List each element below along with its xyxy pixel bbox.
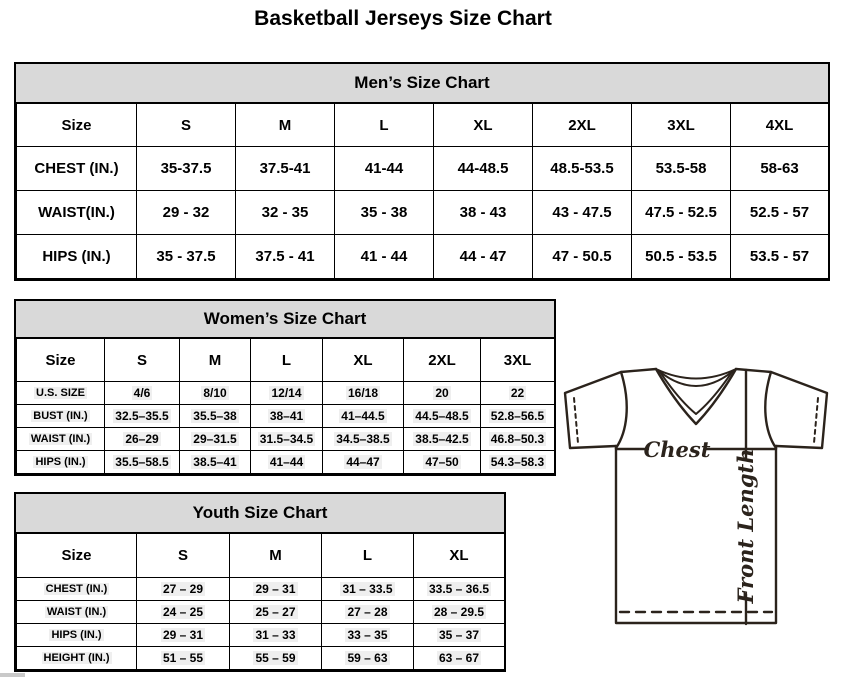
womens-cell <box>404 405 481 428</box>
womens-column-header: M <box>180 339 251 382</box>
youth-cell <box>322 601 414 624</box>
mens-data-row <box>17 147 829 191</box>
youth-row-label-text: CHEST (IN.) <box>45 583 108 595</box>
womens-cell <box>251 428 323 451</box>
youth-grid <box>16 533 505 670</box>
womens-data-row <box>17 382 555 405</box>
womens-cell <box>251 451 323 474</box>
youth-row-label-text: WAIST (IN.) <box>46 606 107 618</box>
womens-cell <box>251 405 323 428</box>
jersey-armhole-right <box>765 372 776 448</box>
womens-size-chart-table <box>14 299 556 476</box>
youth-cell <box>137 647 230 670</box>
womens-row-label <box>17 428 105 451</box>
womens-column-header: S <box>105 339 180 382</box>
womens-cell <box>105 451 180 474</box>
jersey-right-sleeve <box>736 369 827 448</box>
mens-cell-value: 41-44 <box>364 160 404 177</box>
womens-column-header: L <box>251 339 323 382</box>
front-length-label: Front Length <box>733 448 758 604</box>
youth-column-header: S <box>137 534 230 578</box>
youth-cell-value: 27 – 29 <box>162 582 204 596</box>
mens-cell-value: 52.5 - 57 <box>749 204 810 221</box>
mens-row-label <box>17 191 137 235</box>
mens-cell-value: 50.5 - 53.5 <box>645 248 717 265</box>
mens-cell <box>434 147 533 191</box>
youth-cell <box>414 647 505 670</box>
jersey-cuff-dash-right <box>814 398 818 443</box>
youth-data-row <box>17 647 505 670</box>
mens-cell <box>236 191 335 235</box>
womens-row-label <box>17 405 105 428</box>
womens-row-label-text: HIPS (IN.) <box>35 456 86 468</box>
mens-data-row <box>17 235 829 279</box>
youth-row-label <box>17 624 137 647</box>
mens-cell-value: 35 - 37.5 <box>156 248 216 265</box>
mens-cell <box>137 191 236 235</box>
youth-data-row <box>17 601 505 624</box>
youth-table-title: Youth Size Chart <box>16 494 504 533</box>
womens-cell-value: 41–44 <box>269 455 304 469</box>
womens-cell <box>481 405 555 428</box>
womens-cell-value: 46.8–50.3 <box>490 432 545 446</box>
mens-cell <box>632 147 731 191</box>
mens-cell <box>434 191 533 235</box>
mens-header-row <box>17 104 829 147</box>
youth-cell <box>322 578 414 601</box>
jersey-armhole-left <box>616 372 627 448</box>
mens-cell-value: 47.5 - 52.5 <box>645 204 717 221</box>
jersey-measurement-diagram <box>553 360 843 665</box>
mens-cell-value: 58-63 <box>760 160 799 177</box>
womens-cell-value: 52.8–56.5 <box>490 409 545 423</box>
mens-column-header: XL <box>434 104 533 147</box>
mens-cell-value: 53.5-58 <box>655 160 707 177</box>
womens-cell <box>481 382 555 405</box>
youth-cell-value: 24 – 25 <box>162 605 204 619</box>
mens-cell <box>632 235 731 279</box>
mens-cell-value: 37.5-41 <box>259 160 311 177</box>
womens-cell-value: 38.5–41 <box>193 455 237 469</box>
youth-column-header: XL <box>414 534 505 578</box>
womens-cell <box>323 382 404 405</box>
youth-data-row <box>17 624 505 647</box>
youth-cell <box>137 578 230 601</box>
womens-cell <box>105 428 180 451</box>
womens-cell-value: 44–47 <box>346 455 380 469</box>
womens-cell <box>481 428 555 451</box>
mens-cell <box>632 191 731 235</box>
womens-header-row <box>17 339 555 382</box>
youth-cell <box>230 578 322 601</box>
womens-cell <box>180 405 251 428</box>
youth-cell <box>230 624 322 647</box>
mens-cell <box>434 235 533 279</box>
mens-data-row <box>17 191 829 235</box>
womens-cell-value: 47–50 <box>425 455 459 469</box>
womens-column-header: 2XL <box>404 339 481 382</box>
womens-cell <box>105 382 180 405</box>
jersey-cuff-dash-left <box>574 398 578 443</box>
womens-cell <box>105 405 180 428</box>
mens-cell-value: 44-48.5 <box>457 160 509 177</box>
mens-cell <box>533 147 632 191</box>
mens-cell <box>533 235 632 279</box>
mens-cell <box>533 191 632 235</box>
womens-column-header: XL <box>323 339 404 382</box>
mens-column-header: 2XL <box>533 104 632 147</box>
youth-cell-value: 31 – 33.5 <box>342 582 393 596</box>
womens-cell-value: 34.5–38.5 <box>336 432 390 446</box>
womens-cell <box>180 451 251 474</box>
womens-row-label <box>17 382 105 405</box>
mens-row-label-text: WAIST(IN.) <box>38 204 115 221</box>
mens-column-header: 4XL <box>731 104 829 147</box>
womens-cell <box>180 382 251 405</box>
youth-row-label-text: HEIGHT (IN.) <box>43 652 110 664</box>
womens-table-title: Women’s Size Chart <box>16 301 554 338</box>
mens-cell <box>731 235 829 279</box>
mens-cell-value: 35-37.5 <box>160 160 212 177</box>
womens-cell <box>251 382 323 405</box>
mens-row-label <box>17 147 137 191</box>
youth-size-chart-table <box>14 492 506 672</box>
womens-cell-value: 32.5–35.5 <box>115 409 169 423</box>
womens-cell <box>323 405 404 428</box>
womens-row-label-text: U.S. SIZE <box>36 387 85 399</box>
youth-cell <box>322 624 414 647</box>
mens-column-header: S <box>137 104 236 147</box>
page-title: Basketball Jerseys Size Chart <box>254 7 552 30</box>
womens-row-label <box>17 451 105 474</box>
womens-row-label-text: WAIST (IN.) <box>30 433 91 445</box>
womens-data-row <box>17 405 555 428</box>
mens-row-label-text: HIPS (IN.) <box>42 248 111 265</box>
womens-cell-value: 38–41 <box>269 409 304 423</box>
womens-cell-value: 4/6 <box>133 386 151 400</box>
mens-grid <box>16 103 829 279</box>
womens-cell-value: 20 <box>435 386 449 400</box>
youth-cell-value: 29 – 31 <box>255 582 296 596</box>
womens-cell <box>323 428 404 451</box>
youth-cell-value: 25 – 27 <box>255 605 296 619</box>
mens-cell <box>236 235 335 279</box>
youth-column-header: L <box>322 534 414 578</box>
youth-cell-value: 59 – 63 <box>347 651 388 665</box>
youth-cell-value: 55 – 59 <box>255 651 296 665</box>
mens-cell <box>731 147 829 191</box>
youth-cell <box>414 578 505 601</box>
mens-column-header: Size <box>17 104 137 147</box>
mens-cell-value: 41 - 44 <box>360 248 408 265</box>
youth-cell-value: 51 – 55 <box>162 651 204 665</box>
womens-cell-value: 8/10 <box>203 386 227 400</box>
womens-cell-value: 41–44.5 <box>341 409 385 423</box>
mens-cell-value: 35 - 38 <box>360 204 408 221</box>
womens-data-row <box>17 428 555 451</box>
womens-cell-value: 35.5–58.5 <box>115 455 169 469</box>
youth-data-row <box>17 578 505 601</box>
mens-cell-value: 29 - 32 <box>162 204 210 221</box>
youth-cell-value: 35 – 37 <box>438 628 480 642</box>
mens-column-header: 3XL <box>632 104 731 147</box>
youth-cell-value: 29 – 31 <box>162 628 204 642</box>
mens-cell <box>335 191 434 235</box>
mens-cell-value: 32 - 35 <box>261 204 309 221</box>
womens-row-label-text: BUST (IN.) <box>33 410 88 422</box>
mens-row-label <box>17 235 137 279</box>
youth-cell-value: 27 – 28 <box>347 605 388 619</box>
womens-cell-value: 44.5–48.5 <box>415 409 469 423</box>
youth-cell-value: 31 – 33 <box>255 628 296 642</box>
youth-column-header: M <box>230 534 322 578</box>
mens-cell-value: 48.5-53.5 <box>550 160 614 177</box>
cutoff-table-fragment <box>0 673 25 677</box>
youth-cell <box>414 624 505 647</box>
womens-cell <box>404 451 481 474</box>
youth-cell <box>137 624 230 647</box>
womens-cell <box>323 451 404 474</box>
youth-row-label <box>17 578 137 601</box>
youth-cell <box>414 601 505 624</box>
womens-grid <box>16 338 555 474</box>
mens-row-label-text: CHEST (IN.) <box>34 160 119 177</box>
womens-cell-value: 38.5–42.5 <box>415 432 469 446</box>
youth-row-label-text: HIPS (IN.) <box>51 629 102 641</box>
mens-cell <box>137 235 236 279</box>
jersey-left-sleeve <box>565 369 656 448</box>
youth-header-row <box>17 534 505 578</box>
mens-cell-value: 53.5 - 57 <box>749 248 810 265</box>
womens-cell <box>404 382 481 405</box>
mens-cell <box>137 147 236 191</box>
womens-cell-value: 54.3–58.3 <box>490 455 545 469</box>
youth-cell <box>322 647 414 670</box>
youth-cell <box>230 601 322 624</box>
womens-cell-value: 22 <box>510 386 525 400</box>
youth-cell-value: 33 – 35 <box>347 628 388 642</box>
chest-label: Chest <box>643 437 711 462</box>
mens-cell <box>731 191 829 235</box>
mens-cell-value: 44 - 47 <box>459 248 507 265</box>
mens-cell <box>335 235 434 279</box>
womens-cell-value: 29–31.5 <box>193 432 237 446</box>
youth-cell <box>230 647 322 670</box>
womens-column-header: Size <box>17 339 105 382</box>
womens-data-row <box>17 451 555 474</box>
mens-column-header: L <box>335 104 434 147</box>
womens-cell <box>404 428 481 451</box>
mens-cell-value: 47 - 50.5 <box>552 248 612 265</box>
youth-row-label <box>17 601 137 624</box>
womens-cell-value: 12/14 <box>271 386 302 400</box>
mens-size-chart-table <box>14 62 830 281</box>
youth-cell-value: 63 – 67 <box>438 651 480 665</box>
mens-cell-value: 38 - 43 <box>459 204 507 221</box>
womens-cell-value: 16/18 <box>347 386 379 400</box>
mens-cell-value: 43 - 47.5 <box>552 204 612 221</box>
mens-cell-value: 37.5 - 41 <box>255 248 315 265</box>
youth-row-label <box>17 647 137 670</box>
womens-cell <box>180 428 251 451</box>
youth-cell-value: 33.5 – 36.5 <box>428 582 490 596</box>
youth-cell <box>137 601 230 624</box>
womens-column-header: 3XL <box>481 339 555 382</box>
mens-cell <box>335 147 434 191</box>
mens-table-title: Men’s Size Chart <box>16 64 828 103</box>
youth-cell-value: 28 – 29.5 <box>433 605 485 619</box>
mens-cell <box>236 147 335 191</box>
womens-cell-value: 31.5–34.5 <box>259 432 314 446</box>
womens-cell-value: 35.5–38 <box>193 409 237 423</box>
womens-cell-value: 26–29 <box>125 432 159 446</box>
youth-column-header: Size <box>17 534 137 578</box>
mens-column-header: M <box>236 104 335 147</box>
womens-cell <box>481 451 555 474</box>
